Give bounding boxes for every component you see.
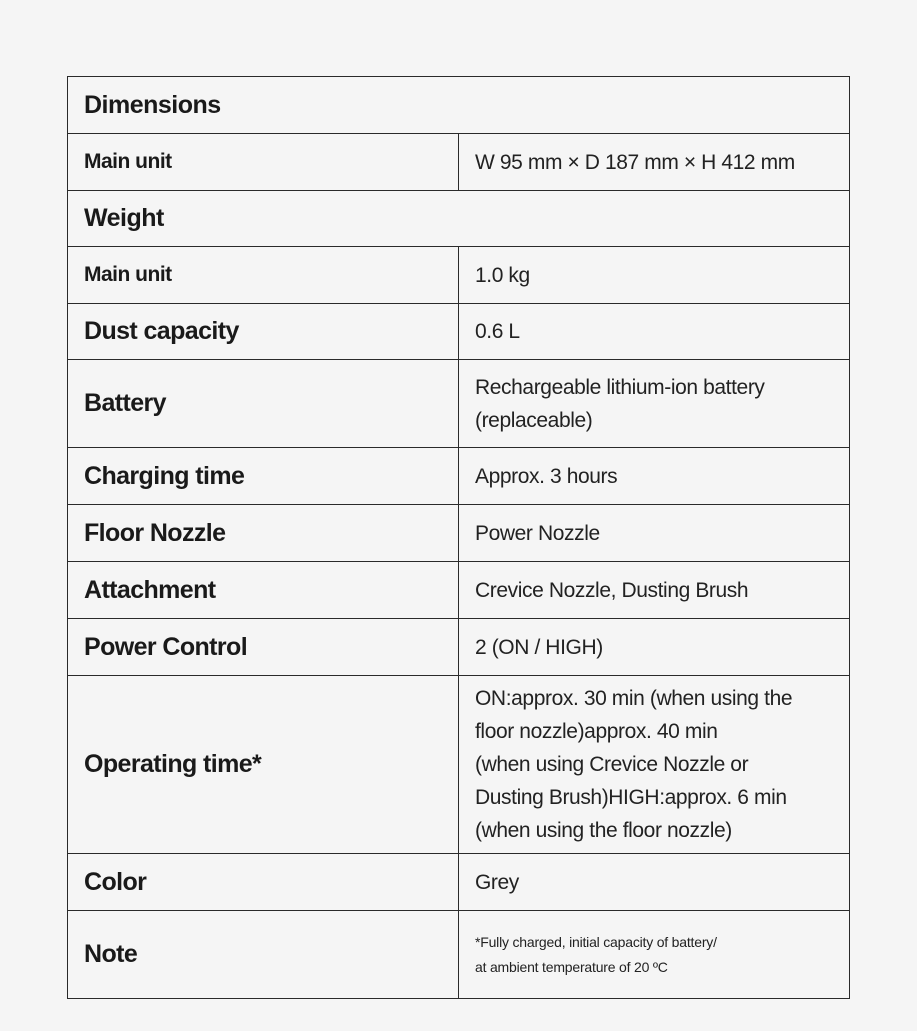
section-title-dimensions: Dimensions	[68, 77, 850, 134]
spec-value: Crevice Nozzle, Dusting Brush	[459, 562, 850, 619]
spec-value: 0.6 L	[459, 304, 850, 360]
spec-row-power-control	[68, 619, 850, 676]
spec-row-battery	[68, 360, 850, 448]
spec-row-charging-time	[68, 448, 850, 505]
spec-label: Charging time	[68, 448, 459, 505]
spec-row-dust-capacity	[68, 304, 850, 360]
spec-label: Color	[68, 854, 459, 911]
section-row-weight	[68, 191, 850, 247]
spec-value: 2 (ON / HIGH)	[459, 619, 850, 676]
spec-value: W 95 mm × D 187 mm × H 412 mm	[459, 134, 850, 191]
spec-value: Approx. 3 hours	[459, 448, 850, 505]
spec-row-color	[68, 854, 850, 911]
spec-label: Power Control	[68, 619, 459, 676]
spec-label: Note	[68, 911, 459, 999]
spec-label: Dust capacity	[68, 304, 459, 360]
spec-label: Attachment	[68, 562, 459, 619]
section-row-dimensions	[68, 77, 850, 134]
spec-label: Floor Nozzle	[68, 505, 459, 562]
spec-row-floor-nozzle	[68, 505, 850, 562]
spec-row-note	[68, 911, 850, 999]
spec-value: 1.0 kg	[459, 247, 850, 304]
spec-note-value: *Fully charged, initial capacity of battery/ at ambient temperature of 20 ºC	[459, 911, 850, 999]
spec-label: Main unit	[68, 134, 459, 191]
spec-value: ON:approx. 30 min (when using the floor nozzle)approx. 40 min (when using Crevice Nozzle or Dusting Brush)HIGH:approx. 6 min (when using the floor nozzle)	[459, 676, 850, 854]
section-title-weight: Weight	[68, 191, 850, 247]
spec-value: Power Nozzle	[459, 505, 850, 562]
spec-table	[67, 76, 850, 999]
spec-label: Operating time*	[68, 676, 459, 854]
spec-label: Battery	[68, 360, 459, 448]
spec-row-operating-time	[68, 676, 850, 854]
spec-value: Grey	[459, 854, 850, 911]
spec-row-attachment	[68, 562, 850, 619]
spec-value: Rechargeable lithium-ion battery (replaceable)	[459, 360, 850, 448]
spec-row-dimensions-main-unit	[68, 134, 850, 191]
spec-row-weight-main-unit	[68, 247, 850, 304]
spec-label: Main unit	[68, 247, 459, 304]
